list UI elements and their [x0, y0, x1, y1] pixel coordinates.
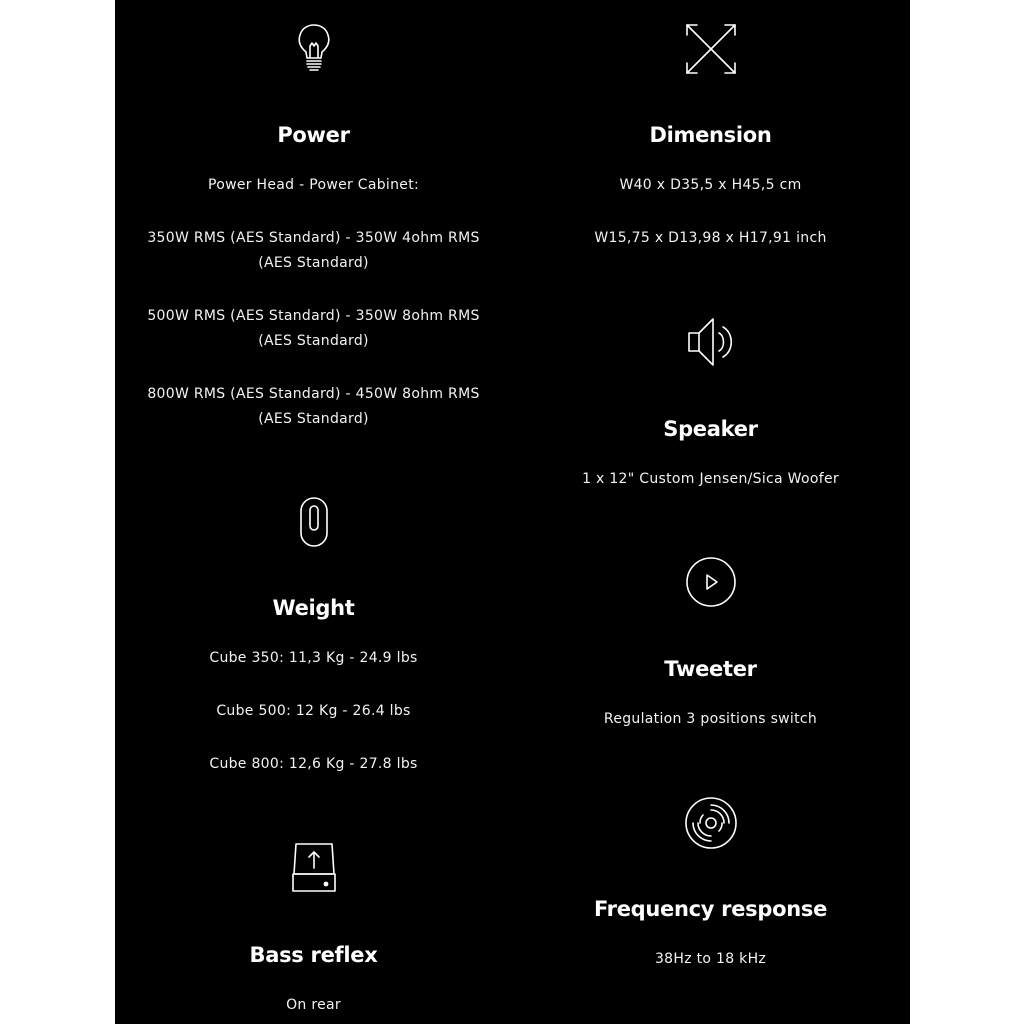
tweeter-title: Tweeter [664, 657, 757, 681]
power-line-2: 350W RMS (AES Standard) - 350W 4ohm RMS [147, 230, 480, 246]
power-line-7: (AES Standard) [258, 411, 369, 427]
bass-reflex-title: Bass reflex [249, 943, 378, 967]
power-line-4: 500W RMS (AES Standard) - 350W 8ohm RMS [147, 308, 480, 324]
frequency-response-line-1: 38Hz to 18 kHz [654, 951, 767, 967]
specs-panel [115, 0, 910, 1024]
dimension-arrows-icon [512, 22, 909, 76]
speaker-title: Speaker [663, 417, 758, 441]
power-section [115, 22, 512, 432]
specs-column-right [512, 0, 909, 1024]
weight-line-1: Cube 350: 11,3 Kg - 24.9 lbs [209, 650, 418, 666]
specs-column-left [115, 0, 512, 1024]
weight-line-3: Cube 800: 12,6 Kg - 27.8 lbs [209, 756, 418, 772]
bass-reflex-line-1: On rear [286, 997, 341, 1013]
frequency-response-section [512, 796, 909, 972]
power-title: Power [277, 123, 350, 147]
dimension-line-2: W15,75 x D13,98 x H17,91 inch [594, 230, 827, 246]
weight-icon [115, 495, 512, 551]
dimension-section [512, 22, 909, 251]
dimension-line-1: W40 x D35,5 x H45,5 cm [619, 177, 802, 193]
dimension-title: Dimension [649, 123, 772, 147]
frequency-disc-icon [512, 796, 909, 850]
power-line-1: Power Head - Power Cabinet: [207, 177, 420, 193]
speaker-section [512, 316, 909, 492]
speaker-line-1: 1 x 12" Custom Jensen/Sica Woofer [582, 471, 839, 487]
power-line-5: (AES Standard) [258, 333, 369, 349]
weight-section [115, 495, 512, 777]
play-circle-icon [512, 556, 909, 608]
power-line-6: 800W RMS (AES Standard) - 450W 8ohm RMS [147, 386, 480, 402]
bass-reflex-icon [115, 840, 512, 894]
speaker-icon [512, 316, 909, 368]
tweeter-section [512, 556, 909, 732]
bass-reflex-section [115, 840, 512, 1018]
frequency-response-title: Frequency response [593, 897, 828, 921]
weight-line-2: Cube 500: 12 Kg - 26.4 lbs [216, 703, 411, 719]
weight-title: Weight [272, 596, 355, 620]
tweeter-line-1: Regulation 3 positions switch [603, 711, 818, 727]
power-line-3: (AES Standard) [258, 255, 369, 271]
lightbulb-icon [115, 22, 512, 74]
